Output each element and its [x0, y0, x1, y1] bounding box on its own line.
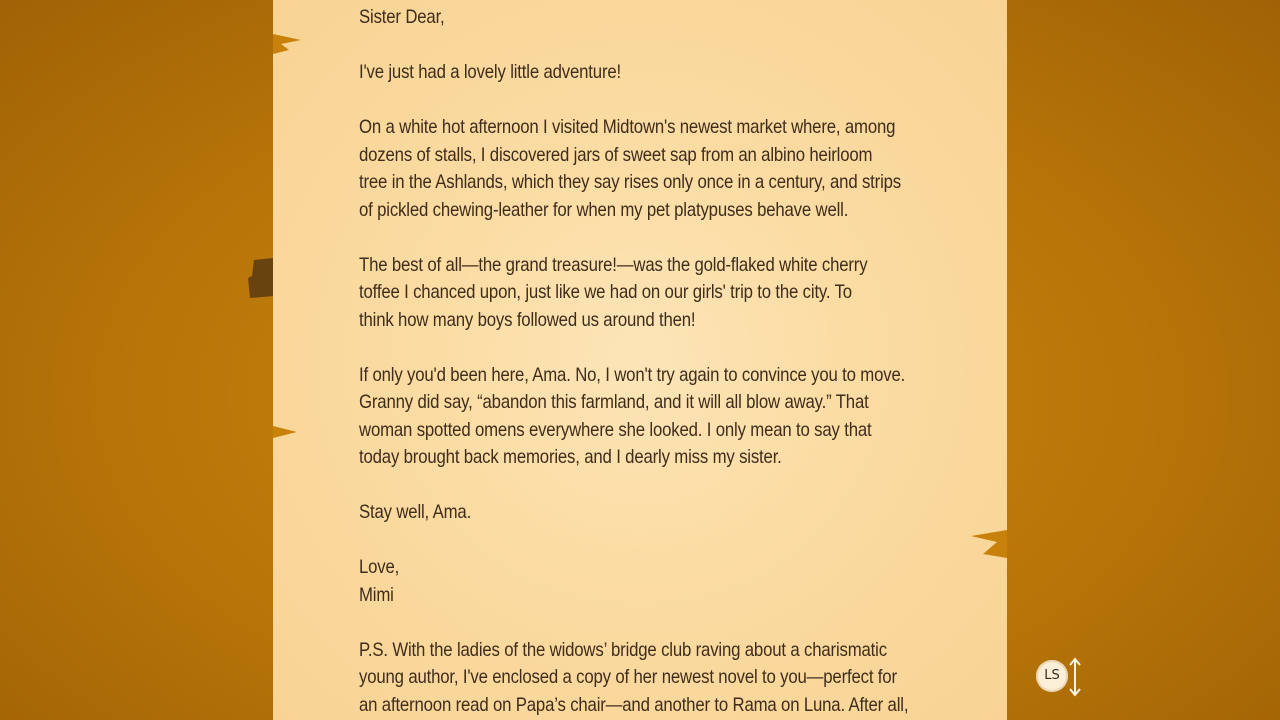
letter-paragraph: Stay well, Ama.: [359, 501, 472, 523]
torn-edge-icon: [969, 528, 1007, 560]
letter-postscript: P.S. With the ladies of the widows’ bridge club raving about a charismatic young author, I've enclosed a copy of her newest novel to you—perfect for an afternoon read on Papa’s chair—and another to Rama on Luna. After all,: [359, 638, 909, 716]
letter-paragraph: The best of all—the grand treasure!—was the gold-flaked white cherry toffee I chanced upon, just like we had on our girls' trip to the city. To think how many boys followed us around then!: [359, 253, 868, 331]
left-stick-badge: LS: [1036, 660, 1068, 692]
torn-edge-icon: [273, 30, 303, 56]
letter-greeting: Sister Dear,: [359, 6, 445, 28]
paper-shard-icon: [246, 256, 276, 300]
letter-paragraph: If only you'd been here, Ama. No, I won't try again to convince you to move. Granny did say, “abandon this farmland, and it will all blow away.” That woman spotted omens everywhere she looked. I only mean to say that today brought back memories, and I dearly miss my sister.: [359, 363, 906, 468]
torn-edge-icon: [273, 424, 299, 440]
letter-paper[interactable]: [273, 0, 1007, 720]
letter-text: [359, 4, 940, 720]
letter-closing: Love,: [359, 556, 400, 578]
letter-paragraph: On a white hot afternoon I visited Midtown's newest market where, among dozens of stalls, I discovered jars of sweet sap from an albino heirloom tree in the Ashlands, which they say rises only once in a century, and strips of pickled chewing-leather for when my pet platypuses behave well.: [359, 116, 902, 221]
up-down-arrow-icon: [1068, 656, 1082, 698]
letter-paragraph: I've just had a lovely little adventure!: [359, 61, 622, 83]
letter-signature: Mimi: [359, 583, 394, 606]
scroll-hint[interactable]: [1036, 656, 1086, 700]
